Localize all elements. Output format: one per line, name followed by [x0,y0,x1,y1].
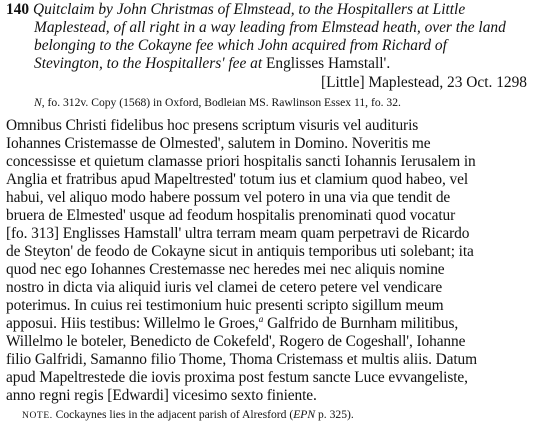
source-line [34,97,401,109]
note-label: NOTE. [22,411,53,421]
body-line-9: quod nec ego Iohannes Crestemasse nec heredes mei nec aliquis nomine [6,261,445,278]
note-text-after: p. 325). [315,408,354,421]
footnote-marker: a [258,315,264,325]
heading-place-name: Englisses Hamstall'. [266,55,391,72]
document-number: 140 [6,1,30,18]
heading-line-4 [34,56,390,71]
heading-text-1: Quitclaim by John Christmas of Elmstead, to the Hospitallers at Little [32,1,466,18]
heading-text-4-italic: Stevington, to the Hospitallers' fee at [34,55,263,72]
body-line-1: Omnibus Christi fidelibus hoc presens scriptum visuris vel audituris [6,117,419,134]
heading-line-2: Maplestead, of all right in a way leading from Elmstead heath, over the land [34,19,506,36]
heading-line-3: belonging to the Cokayne fee which John acquired from Richard of [34,37,447,54]
body-line-5: habui, vel aliquo modo habere possum vel potero in una via que tendit de [6,189,451,206]
body-line-3: concessisse et quietum clamasse priori hospitalis sancti Iohannis Ierusalem in [6,153,476,170]
body-text-12a: apposui. Hiis testibus: Willelmo le Groes, [6,315,259,332]
body-line-6: bruera de Elmested' usque ad feodum hospitalis prenominati quod vocatur [6,207,456,224]
body-line-4: Anglia et fratribus apud Mapeltrested' totum ius et clamium quod habeo, vel [6,171,469,188]
body-line-15: apud Mapeltrestede die iovis proxima post festum sancte Luce evvangeliste, [6,369,468,386]
body-text-12b: Galfrido de Burnham militibus, [263,315,459,332]
body-line-12 [6,316,458,331]
body-line-7: [fo. 313] Englisses Hamstall' ultra terram meam quam perpetravi de Ricardo [6,225,470,242]
body-line-16: anno regni regis [Edwardi] vicesimo sexto finiente. [6,387,317,404]
note-abbreviation: EPN [293,408,316,421]
note-text-before: Cockaynes lies in the adjacent parish of Alresford ( [52,408,294,421]
source-ref: , fo. 312v. Copy (1568) in Oxford, Bodleian MS. Rawlinson Essex 11, fo. 32. [41,96,401,109]
body-line-14: filio Galfridi, Samanno filio Thome, Thoma Cristemass et multis aliis. Datum [6,351,478,368]
body-line-10: nostro in dicta via aliquid iuris vel clamei de cetero petere vel vendicare [6,279,443,296]
body-line-11: poterimus. In cuius rei testimonium huic presenti scripto sigillum meum [6,297,444,314]
body-line-2: Iohannes Cristemasse de Olmested', salutem in Domino. Noveritis me [6,135,431,152]
body-line-8: de Steyton' de feodo de Cokayne sicut in antiquis temporibus uti solebant; ita [6,243,474,260]
body-line-13: Willelmo le boteler, Benedicto de Cokefeld', Rogero de Cogeshall', Iohanne [6,333,466,350]
heading-line-1 [6,2,465,17]
note-line [22,409,354,422]
source-siglum: N [34,96,42,109]
place-date: [Little] Maplestead, 23 Oct. 1298 [320,74,527,91]
